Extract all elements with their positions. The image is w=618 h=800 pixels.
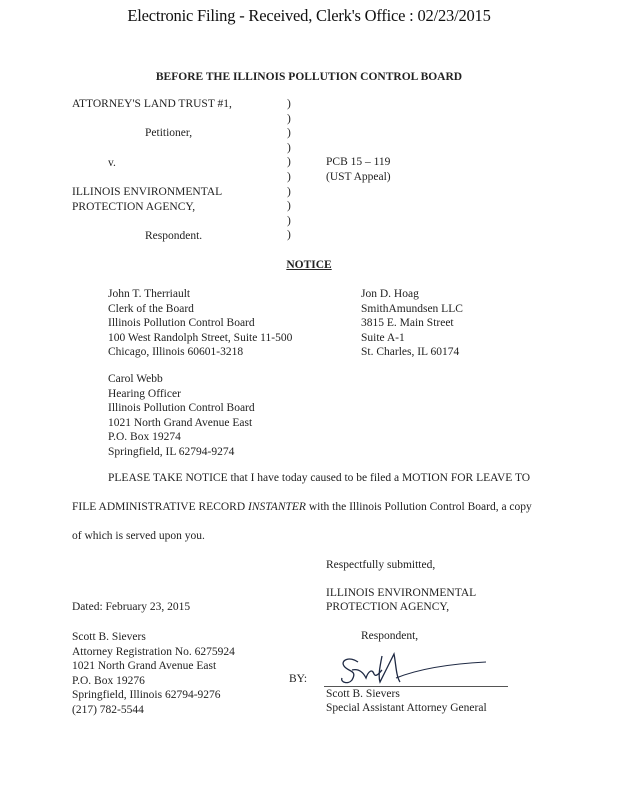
handwritten-signature xyxy=(336,648,506,688)
caption-parenthesis-column xyxy=(287,97,291,243)
attorney-line: Attorney Registration No. 6275924 xyxy=(72,645,235,658)
body-text: FILE ADMINISTRATIVE RECORD xyxy=(72,501,249,513)
petitioner-name: ATTORNEY'S LAND TRUST #1, xyxy=(72,98,232,110)
address-line: Jon D. Hoag xyxy=(361,288,419,300)
recipient-address-counsel xyxy=(361,287,463,360)
case-number: PCB 15 – 119 xyxy=(326,156,391,168)
address-line: Chicago, Illinois 60601-3218 xyxy=(108,346,244,359)
caption-paren: ) xyxy=(287,229,291,242)
address-line: Illinois Pollution Control Board xyxy=(108,317,255,330)
case-type: (UST Appeal) xyxy=(326,171,391,183)
caption-paren: ) xyxy=(287,214,291,227)
address-line: Suite A-1 xyxy=(361,331,405,344)
signature-stroke xyxy=(396,662,486,678)
caption-paren: ) xyxy=(287,200,291,213)
versus-label: v. xyxy=(108,157,116,169)
address-line: Illinois Pollution Control Board xyxy=(108,402,255,415)
respondent-name-line1: ILLINOIS ENVIRONMENTAL xyxy=(72,186,223,198)
respondent-name-line2: PROTECTION AGENCY, xyxy=(72,201,196,213)
notice-body-line-1: PLEASE TAKE NOTICE that I have today caused to be filed a MOTION FOR LEAVE TO xyxy=(108,472,531,484)
address-line: St. Charles, IL 60174 xyxy=(361,346,460,359)
signer-name: Scott B. Sievers xyxy=(326,688,400,700)
recipient-address-hearing-officer xyxy=(108,372,255,460)
caption-paren: ) xyxy=(287,98,291,110)
address-line: Carol Webb xyxy=(108,373,163,385)
address-line: Springfield, IL 62794-9274 xyxy=(108,445,235,458)
attorney-contact-block xyxy=(72,630,235,718)
respectfully-submitted: Respectfully submitted, xyxy=(326,559,436,571)
address-line: 100 West Randolph Street, Suite 11-500 xyxy=(108,331,293,344)
electronic-filing-stamp: Electronic Filing - Received, Clerk's Office : 02/23/2015 xyxy=(127,6,491,25)
petitioner-role: Petitioner, xyxy=(145,127,193,139)
caption-paren: ) xyxy=(287,141,291,154)
agency-name-line2: PROTECTION AGENCY, xyxy=(326,601,450,613)
address-line: John T. Therriault xyxy=(108,288,191,300)
signature-line xyxy=(324,686,508,687)
respondent-role: Respondent. xyxy=(145,230,203,242)
attorney-line: (217) 782-5544 xyxy=(72,703,144,716)
dated-line: Dated: February 23, 2015 xyxy=(72,601,191,613)
attorney-line: Springfield, Illinois 62794-9276 xyxy=(72,689,221,702)
respondent-label: Respondent, xyxy=(361,630,419,642)
caption-paren: ) xyxy=(287,156,291,169)
address-line: Clerk of the Board xyxy=(108,302,194,315)
caption-paren: ) xyxy=(287,127,291,140)
address-line: 3815 E. Main Street xyxy=(361,317,454,330)
document-title: BEFORE THE ILLINOIS POLLUTION CONTROL BOARD xyxy=(155,71,463,83)
signer-title: Special Assistant Attorney General xyxy=(326,702,487,714)
caption-paren: ) xyxy=(287,185,291,198)
caption-paren: ) xyxy=(287,112,291,125)
signature-stroke xyxy=(352,670,382,678)
body-text: with the Illinois Pollution Control Board, a copy xyxy=(305,501,532,513)
address-line: P.O. Box 19274 xyxy=(108,431,181,444)
attorney-line: P.O. Box 19276 xyxy=(72,674,145,687)
caption-paren: ) xyxy=(287,170,291,183)
by-label: BY: xyxy=(289,673,308,685)
attorney-line: 1021 North Grand Avenue East xyxy=(72,660,217,673)
address-line: Hearing Officer xyxy=(108,387,181,400)
notice-body-line-3: of which is served upon you. xyxy=(72,530,205,542)
address-line: 1021 North Grand Avenue East xyxy=(108,416,253,429)
instanter-italic: INSTANTER xyxy=(248,501,306,513)
notice-heading: NOTICE xyxy=(286,259,332,271)
recipient-address-clerk xyxy=(108,287,292,360)
attorney-line: Scott B. Sievers xyxy=(72,631,146,643)
agency-name-line1: ILLINOIS ENVIRONMENTAL xyxy=(326,587,477,599)
address-line: SmithAmundsen LLC xyxy=(361,302,463,315)
signature-stroke xyxy=(342,659,358,683)
notice-body-line-2 xyxy=(72,501,532,513)
